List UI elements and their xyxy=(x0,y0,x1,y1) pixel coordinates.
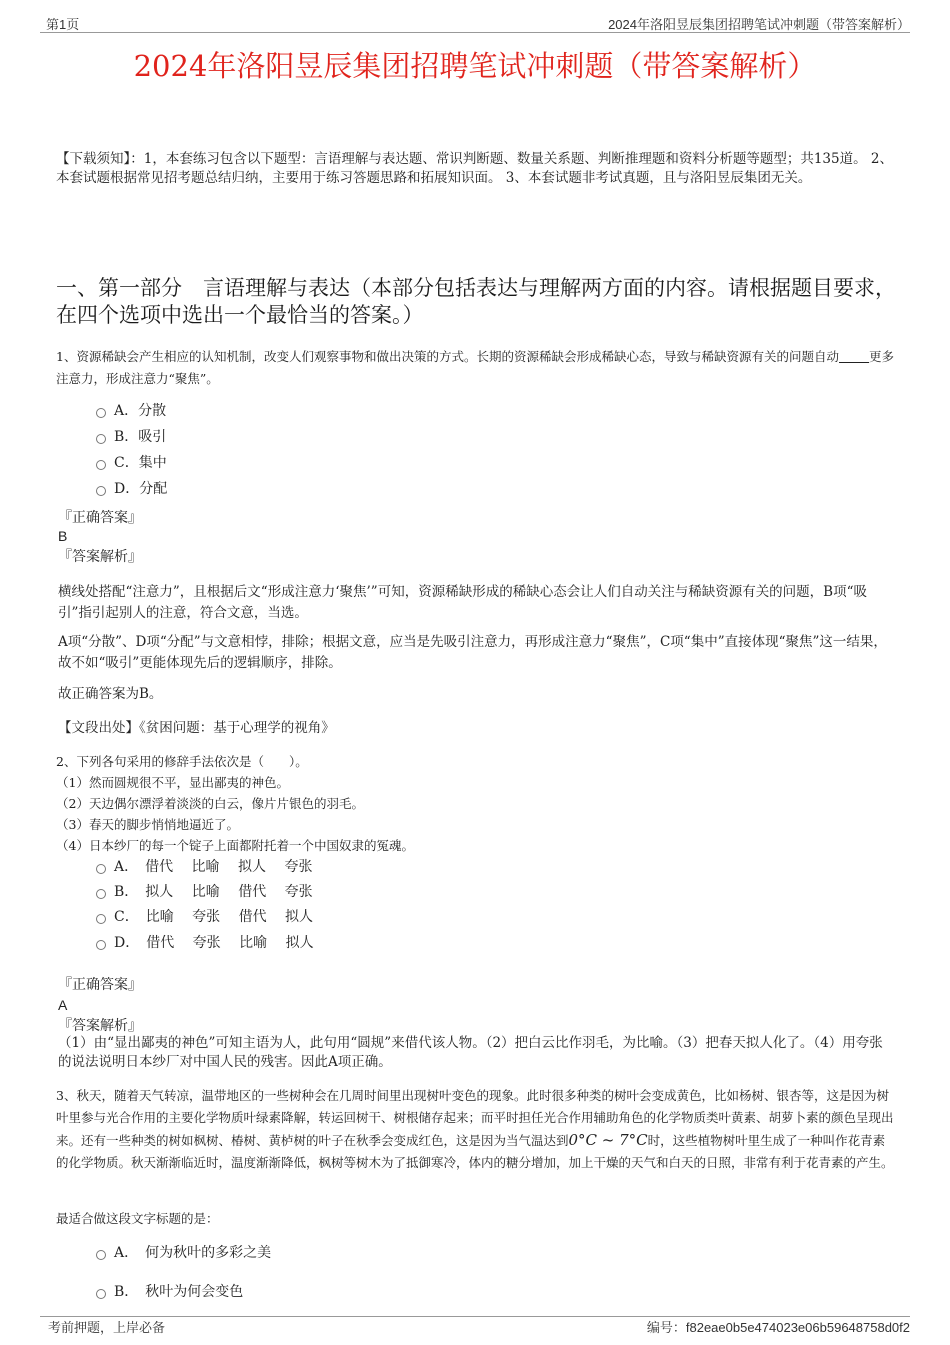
q2-answer-label: 『正确答案』 xyxy=(58,977,142,993)
radio-icon[interactable] xyxy=(96,408,106,418)
q3-option-b[interactable]: B． 秋叶为何会变色 xyxy=(96,1282,243,1302)
q1-analysis-1: 横线处搭配“注意力”，且根据后文“形成注意力‘聚焦’”可知，资源稀缺形成的稀缺心态会让人们自动关注与稀缺资源有关的问题，B项“吸引”指引起别人的注意，符合文意，当选。 xyxy=(58,584,868,621)
q2-item-2: （2）天边偶尔漂浮着淡淡的白云，像片片银色的羽毛。 xyxy=(56,796,364,811)
q1-option-b[interactable]: B．吸引 xyxy=(96,427,166,447)
question-1-stem xyxy=(56,346,898,390)
q2-option-c[interactable]: C． 比喻 夸张 借代 拟人 xyxy=(96,907,313,927)
document-code xyxy=(647,1317,910,1336)
q2-analysis: （1）由“显出鄙夷的神色”可知主语为人，此句用“圆规”来借代该人物。（2）把白云比作羽毛，为比喻。（3）把春天拟人化了。（4）用夸张的说法说明日本纱厂对中国人民的残害。因此A项正确。 xyxy=(58,1035,883,1070)
radio-icon[interactable] xyxy=(96,1289,106,1299)
question-1-stem-a: 1、资源稀缺会产生相应的认知机制，改变人们观察事物和做出决策的方式。长期的资源稀缺会形成稀缺心态，导致与稀缺资源有关的问题自动 xyxy=(56,349,839,364)
q2-option-b[interactable]: B． 拟人 比喻 借代 夸张 xyxy=(96,882,313,902)
q1-answer: B xyxy=(58,528,68,544)
code-label: 编号： xyxy=(646,1321,686,1336)
temperature-range: 0°C ~ 7°C xyxy=(568,1131,648,1149)
q2-answer: A xyxy=(58,997,68,1013)
q2-item-3: （3）春天的脚步悄悄地逼近了。 xyxy=(56,817,239,832)
radio-icon[interactable] xyxy=(96,434,106,444)
q1-option-d[interactable]: D．分配 xyxy=(96,479,167,499)
q2-item-4: （4）日本纱厂的每一个锭子上面都附托着一个中国奴隶的冤魂。 xyxy=(56,838,414,853)
q2-option-a[interactable]: A． 借代 比喻 拟人 夸张 xyxy=(96,857,312,877)
question-2-stem: 2、下列各句采用的修辞手法依次是（ ）。 xyxy=(56,754,308,769)
question-1-stem-b: 更多注意力，形成注意力“聚焦”。 xyxy=(56,349,894,386)
q1-option-c[interactable]: C．集中 xyxy=(96,453,167,473)
q1-option-a[interactable]: A．分散 xyxy=(96,401,166,421)
download-notice: 【下载须知】：1，本套练习包含以下题型：言语理解与表达题、常识判断题、数量关系题、判断推理题和资料分析题等题型；共135道。 2、本套试题根据常见招考题总结归纳，主要用于练习答题思路和拓展知识面。 3、本套试题非考试真题，且与洛阳昱辰集团无关。 xyxy=(56,151,893,186)
radio-icon[interactable] xyxy=(96,889,106,899)
page-footer xyxy=(40,1316,910,1337)
radio-icon[interactable] xyxy=(96,940,106,950)
radio-icon[interactable] xyxy=(96,864,106,874)
radio-icon[interactable] xyxy=(96,1250,106,1260)
page-header xyxy=(40,14,910,33)
code-value: f82eae0b5e474023e06b59648758d0f2 xyxy=(685,1320,910,1335)
q1-analysis-label: 『答案解析』 xyxy=(58,549,142,565)
question-3-prompt: 最适合做这段文字标题的是： xyxy=(56,1211,219,1226)
q1-answer-label: 『正确答案』 xyxy=(58,510,142,526)
question-3-stem-a: 3、秋天，随着天气转凉，温带地区的一些树种会在几周时间里出现树叶变色的现象。此时很多种类的树叶会变成黄色，比如杨树、银杏等，这是因为树叶里参与光合作用的主要化学物质叶绿素降解，转运回树干、树根储存起来；而平时担任光合作用辅助角色的化学物质类叶黄素、胡萝卜素的颜色呈现出来。还有一些种类的树如枫树、椿树、黄栌树的叶子在秋季会变成红色，这是因为当气温达到 xyxy=(56,1088,894,1148)
header-doc-title: 2024年洛阳昱辰集团招聘笔试冲刺题（带答案解析） xyxy=(608,17,910,32)
q2-option-d[interactable]: D． 借代 夸张 比喻 拟人 xyxy=(96,933,314,953)
q1-analysis-2: A项“分散”、D项“分配”与文意相悖，排除；根据文意，应当是先吸引注意力，再形成注意力“聚焦”，C项“集中”直接体现“聚焦”这一结果，故不如“吸引”更能体现先后的逻辑顺序，排除。 xyxy=(58,634,887,671)
q2-analysis-label: 『答案解析』 xyxy=(58,1018,142,1034)
page-number: 第1页 xyxy=(46,17,80,32)
footer-slogan: 考前押题，上岸必备 xyxy=(48,1321,166,1336)
radio-icon[interactable] xyxy=(96,914,106,924)
question-3-stem xyxy=(56,1085,894,1174)
q1-source: 【文段出处】《贫困问题：基于心理学的视角》 xyxy=(58,720,335,736)
section-heading: 一、第一部分 言语理解与表达（本部分包括表达与理解两方面的内容。请根据题目要求，在四个选项中选出一个最恰当的答案。） xyxy=(56,276,896,327)
document-title: 2024年洛阳昱辰集团招聘笔试冲刺题（带答案解析） xyxy=(133,49,817,83)
radio-icon[interactable] xyxy=(96,486,106,496)
q2-item-1: （1）然而圆规很不平，显出鄙夷的神色。 xyxy=(56,775,289,790)
radio-icon[interactable] xyxy=(96,460,106,470)
q1-analysis-3: 故正确答案为B。 xyxy=(58,686,163,702)
fill-blank xyxy=(839,350,869,363)
q3-option-a[interactable]: A． 何为秋叶的多彩之美 xyxy=(96,1243,271,1263)
question-3-stem-b: 时，这些植物树叶里生成了一种叫作花青素的化学物质。秋天渐渐临近时，温度渐渐降低，枫树等树木为了抵御寒冷，体内的糖分增加，加上干燥的天气和白天的日照，非常有利于花青素的产生。 xyxy=(56,1133,894,1170)
